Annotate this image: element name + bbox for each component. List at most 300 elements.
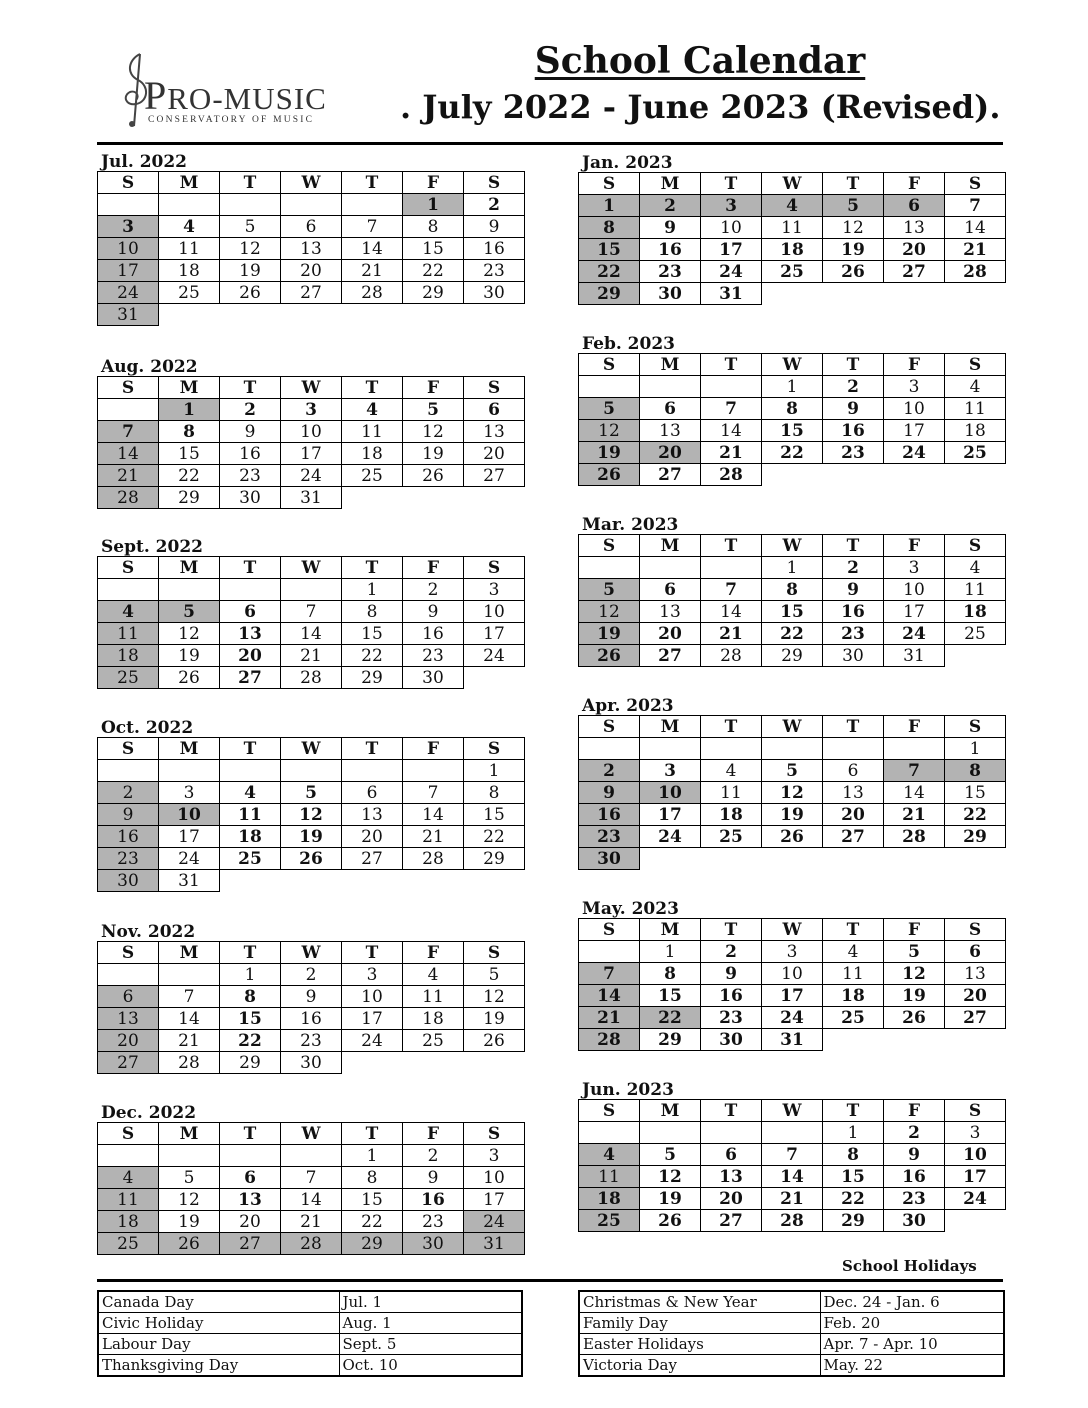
holiday-date: Feb. 20 xyxy=(820,1313,1004,1334)
weekday-header: W xyxy=(281,738,342,760)
trailing-space xyxy=(884,1029,945,1051)
month-calendar xyxy=(97,358,521,509)
week-row xyxy=(579,1166,1006,1188)
trailing-space xyxy=(945,848,1006,870)
day-cell: 7 xyxy=(701,398,762,420)
month-calendar xyxy=(97,719,521,892)
day-cell: 31 xyxy=(884,645,945,667)
day-cell: 6 xyxy=(281,216,342,238)
day-cell: 22 xyxy=(762,442,823,464)
month-title: Apr. 2023 xyxy=(582,696,674,716)
empty-day-cell xyxy=(762,738,823,760)
week-row xyxy=(579,848,1006,870)
day-cell: 13 xyxy=(884,217,945,239)
day-cell: 19 xyxy=(823,239,884,261)
day-cell: 15 xyxy=(403,238,464,260)
trailing-space xyxy=(342,487,403,509)
day-cell: 15 xyxy=(579,239,640,261)
day-cell: 27 xyxy=(701,1210,762,1232)
day-cell: 5 xyxy=(403,399,464,421)
day-cell: 21 xyxy=(579,1007,640,1029)
day-cell: 23 xyxy=(701,1007,762,1029)
holiday-row xyxy=(98,1313,522,1334)
week-row xyxy=(579,261,1006,283)
day-cell: 25 xyxy=(220,848,281,870)
weekday-header: S xyxy=(98,738,159,760)
day-cell: 16 xyxy=(884,1166,945,1188)
day-cell: 13 xyxy=(464,421,525,443)
month-calendar xyxy=(578,697,1002,870)
day-cell: 28 xyxy=(342,282,403,304)
day-cell: 14 xyxy=(281,1189,342,1211)
empty-day-cell xyxy=(159,1145,220,1167)
day-cell: 6 xyxy=(342,782,403,804)
holiday-name: Canada Day xyxy=(98,1291,339,1313)
day-cell: 19 xyxy=(579,442,640,464)
weekday-header-row xyxy=(579,354,1006,376)
month-grid xyxy=(97,737,525,892)
weekday-header: S xyxy=(579,919,640,941)
day-cell: 20 xyxy=(281,260,342,282)
day-cell: 4 xyxy=(403,964,464,986)
week-row xyxy=(98,579,525,601)
day-cell: 20 xyxy=(98,1030,159,1052)
week-row xyxy=(98,238,525,260)
day-cell: 11 xyxy=(823,963,884,985)
day-cell: 12 xyxy=(464,986,525,1008)
day-cell: 30 xyxy=(281,1052,342,1074)
day-cell: 10 xyxy=(884,398,945,420)
trailing-space xyxy=(762,283,823,305)
day-cell: 10 xyxy=(159,804,220,826)
day-cell: 7 xyxy=(342,216,403,238)
day-cell: 26 xyxy=(884,1007,945,1029)
day-cell: 11 xyxy=(945,579,1006,601)
month-title: Jul. 2022 xyxy=(101,152,188,172)
day-cell: 28 xyxy=(281,1233,342,1255)
weekday-header: F xyxy=(884,173,945,195)
day-cell: 30 xyxy=(403,1233,464,1255)
day-cell: 8 xyxy=(640,963,701,985)
day-cell: 1 xyxy=(579,195,640,217)
day-cell: 18 xyxy=(762,239,823,261)
day-cell: 5 xyxy=(220,216,281,238)
week-row xyxy=(579,645,1006,667)
day-cell: 29 xyxy=(220,1052,281,1074)
week-row xyxy=(98,282,525,304)
day-cell: 5 xyxy=(884,941,945,963)
day-cell: 13 xyxy=(945,963,1006,985)
day-cell: 18 xyxy=(823,985,884,1007)
month-calendar xyxy=(97,1104,521,1255)
day-cell: 23 xyxy=(403,645,464,667)
month-grid xyxy=(578,534,1006,667)
day-cell: 10 xyxy=(945,1144,1006,1166)
day-cell: 18 xyxy=(579,1188,640,1210)
day-cell: 30 xyxy=(701,1029,762,1051)
day-cell: 29 xyxy=(762,645,823,667)
day-cell: 21 xyxy=(159,1030,220,1052)
empty-day-cell xyxy=(281,194,342,216)
day-cell: 11 xyxy=(403,986,464,1008)
weekday-header: T xyxy=(342,1123,403,1145)
weekday-header: S xyxy=(945,535,1006,557)
day-cell: 13 xyxy=(220,623,281,645)
weekday-header: F xyxy=(403,1123,464,1145)
week-row xyxy=(98,421,525,443)
logo xyxy=(118,50,358,130)
page-title: School Calendar xyxy=(534,40,866,82)
day-cell: 10 xyxy=(701,217,762,239)
day-cell: 16 xyxy=(823,601,884,623)
month-title: Jan. 2023 xyxy=(582,153,673,173)
day-cell: 7 xyxy=(98,421,159,443)
week-row xyxy=(579,464,1006,486)
day-cell: 23 xyxy=(579,826,640,848)
day-cell: 24 xyxy=(159,848,220,870)
week-row xyxy=(98,848,525,870)
empty-day-cell xyxy=(220,194,281,216)
empty-day-cell xyxy=(281,1145,342,1167)
empty-day-cell xyxy=(640,738,701,760)
day-cell: 20 xyxy=(464,443,525,465)
weekday-header: W xyxy=(762,173,823,195)
day-cell: 12 xyxy=(823,217,884,239)
day-cell: 21 xyxy=(762,1188,823,1210)
day-cell: 23 xyxy=(884,1188,945,1210)
day-cell: 3 xyxy=(945,1122,1006,1144)
weekday-header-row xyxy=(579,1100,1006,1122)
day-cell: 6 xyxy=(98,986,159,1008)
day-cell: 22 xyxy=(342,645,403,667)
day-cell: 9 xyxy=(220,421,281,443)
day-cell: 28 xyxy=(579,1029,640,1051)
day-cell: 19 xyxy=(579,623,640,645)
day-cell: 15 xyxy=(464,804,525,826)
day-cell: 12 xyxy=(220,238,281,260)
day-cell: 6 xyxy=(220,1167,281,1189)
day-cell: 17 xyxy=(884,601,945,623)
day-cell: 29 xyxy=(159,487,220,509)
day-cell: 16 xyxy=(403,1189,464,1211)
day-cell: 20 xyxy=(884,239,945,261)
day-cell: 3 xyxy=(884,557,945,579)
month-title: Mar. 2023 xyxy=(582,515,679,535)
day-cell: 2 xyxy=(701,941,762,963)
weekday-header: S xyxy=(464,377,525,399)
trailing-space xyxy=(823,283,884,305)
day-cell: 18 xyxy=(159,260,220,282)
day-cell: 1 xyxy=(762,376,823,398)
day-cell: 30 xyxy=(403,667,464,689)
day-cell: 1 xyxy=(159,399,220,421)
day-cell: 28 xyxy=(701,645,762,667)
day-cell: 26 xyxy=(579,645,640,667)
day-cell: 2 xyxy=(884,1122,945,1144)
week-row xyxy=(579,376,1006,398)
weekday-header: M xyxy=(640,173,701,195)
day-cell: 26 xyxy=(403,465,464,487)
logo-name: PRO-MUSIC xyxy=(144,73,327,118)
week-row xyxy=(579,1144,1006,1166)
week-row xyxy=(579,1122,1006,1144)
day-cell: 10 xyxy=(281,421,342,443)
week-row xyxy=(98,667,525,689)
trailing-space xyxy=(884,283,945,305)
day-cell: 24 xyxy=(640,826,701,848)
day-cell: 12 xyxy=(579,601,640,623)
day-cell: 11 xyxy=(945,398,1006,420)
day-cell: 22 xyxy=(579,261,640,283)
day-cell: 24 xyxy=(884,623,945,645)
day-cell: 28 xyxy=(403,848,464,870)
week-row xyxy=(98,804,525,826)
weekday-header: T xyxy=(823,173,884,195)
empty-day-cell xyxy=(159,964,220,986)
weekday-header: T xyxy=(823,354,884,376)
holiday-name: Christmas & New Year xyxy=(579,1291,820,1313)
day-cell: 21 xyxy=(98,465,159,487)
day-cell: 28 xyxy=(281,667,342,689)
day-cell: 16 xyxy=(640,239,701,261)
week-row xyxy=(579,442,1006,464)
trailing-space xyxy=(342,1052,403,1074)
day-cell: 21 xyxy=(403,826,464,848)
week-row xyxy=(98,964,525,986)
day-cell: 9 xyxy=(884,1144,945,1166)
day-cell: 30 xyxy=(220,487,281,509)
day-cell: 12 xyxy=(403,421,464,443)
month-title: Nov. 2022 xyxy=(101,922,196,942)
day-cell: 5 xyxy=(464,964,525,986)
day-cell: 26 xyxy=(579,464,640,486)
empty-day-cell xyxy=(342,194,403,216)
day-cell: 16 xyxy=(281,1008,342,1030)
week-row xyxy=(98,623,525,645)
holiday-date: Sept. 5 xyxy=(339,1334,522,1355)
weekday-header: M xyxy=(640,919,701,941)
day-cell: 15 xyxy=(762,420,823,442)
day-cell: 6 xyxy=(464,399,525,421)
day-cell: 14 xyxy=(403,804,464,826)
day-cell: 5 xyxy=(281,782,342,804)
holiday-row xyxy=(98,1334,522,1355)
weekday-header: S xyxy=(464,942,525,964)
trailing-space xyxy=(464,870,525,892)
trailing-space xyxy=(342,870,403,892)
day-cell: 16 xyxy=(220,443,281,465)
day-cell: 2 xyxy=(464,194,525,216)
week-row xyxy=(98,216,525,238)
day-cell: 10 xyxy=(464,601,525,623)
month-grid xyxy=(578,715,1006,870)
trailing-space xyxy=(220,870,281,892)
day-cell: 21 xyxy=(701,442,762,464)
week-row xyxy=(579,826,1006,848)
day-cell: 8 xyxy=(762,398,823,420)
holiday-date: Jul. 1 xyxy=(339,1291,522,1313)
weekday-header: M xyxy=(159,377,220,399)
weekday-header: T xyxy=(701,354,762,376)
holiday-name: Labour Day xyxy=(98,1334,339,1355)
day-cell: 3 xyxy=(342,964,403,986)
day-cell: 12 xyxy=(884,963,945,985)
month-calendar xyxy=(97,923,521,1074)
day-cell: 20 xyxy=(701,1188,762,1210)
day-cell: 8 xyxy=(762,579,823,601)
day-cell: 27 xyxy=(823,826,884,848)
week-row xyxy=(98,1052,525,1074)
month-grid xyxy=(578,353,1006,486)
day-cell: 12 xyxy=(579,420,640,442)
holiday-date: Dec. 24 - Jan. 6 xyxy=(820,1291,1004,1313)
day-cell: 21 xyxy=(281,1211,342,1233)
day-cell: 18 xyxy=(342,443,403,465)
weekday-header: S xyxy=(464,172,525,194)
day-cell: 12 xyxy=(640,1166,701,1188)
weekday-header: W xyxy=(281,557,342,579)
day-cell: 18 xyxy=(98,1211,159,1233)
day-cell: 31 xyxy=(762,1029,823,1051)
empty-day-cell xyxy=(579,738,640,760)
weekday-header: W xyxy=(762,354,823,376)
day-cell: 7 xyxy=(281,1167,342,1189)
empty-day-cell xyxy=(701,376,762,398)
day-cell: 10 xyxy=(342,986,403,1008)
day-cell: 19 xyxy=(884,985,945,1007)
week-row xyxy=(98,601,525,623)
empty-day-cell xyxy=(579,557,640,579)
day-cell: 7 xyxy=(159,986,220,1008)
day-cell: 14 xyxy=(762,1166,823,1188)
trailing-space xyxy=(762,464,823,486)
day-cell: 1 xyxy=(342,1145,403,1167)
day-cell: 4 xyxy=(220,782,281,804)
day-cell: 7 xyxy=(884,760,945,782)
weekday-header: S xyxy=(464,557,525,579)
day-cell: 8 xyxy=(945,760,1006,782)
day-cell: 2 xyxy=(823,376,884,398)
day-cell: 5 xyxy=(640,1144,701,1166)
day-cell: 24 xyxy=(98,282,159,304)
empty-day-cell xyxy=(342,760,403,782)
holiday-date: Oct. 10 xyxy=(339,1355,522,1377)
day-cell: 15 xyxy=(640,985,701,1007)
weekday-header: T xyxy=(342,172,403,194)
day-cell: 24 xyxy=(945,1188,1006,1210)
day-cell: 25 xyxy=(403,1030,464,1052)
trailing-space xyxy=(823,464,884,486)
day-cell: 10 xyxy=(884,579,945,601)
weekday-header: S xyxy=(945,919,1006,941)
month-title: Oct. 2022 xyxy=(101,718,194,738)
day-cell: 20 xyxy=(640,442,701,464)
day-cell: 9 xyxy=(403,1167,464,1189)
weekday-header: T xyxy=(823,716,884,738)
week-row xyxy=(579,1188,1006,1210)
month-grid xyxy=(578,1099,1006,1232)
day-cell: 9 xyxy=(640,217,701,239)
day-cell: 4 xyxy=(342,399,403,421)
day-cell: 10 xyxy=(640,782,701,804)
day-cell: 30 xyxy=(640,283,701,305)
week-row xyxy=(579,283,1006,305)
weekday-header: S xyxy=(945,173,1006,195)
day-cell: 7 xyxy=(762,1144,823,1166)
weekday-header: F xyxy=(403,738,464,760)
month-grid xyxy=(97,1122,525,1255)
day-cell: 3 xyxy=(762,941,823,963)
weekday-header: M xyxy=(640,354,701,376)
day-cell: 8 xyxy=(403,216,464,238)
weekday-header: F xyxy=(884,535,945,557)
day-cell: 19 xyxy=(159,645,220,667)
day-cell: 26 xyxy=(464,1030,525,1052)
day-cell: 18 xyxy=(220,826,281,848)
day-cell: 27 xyxy=(220,1233,281,1255)
day-cell: 29 xyxy=(579,283,640,305)
month-calendar xyxy=(97,538,521,689)
weekday-header: F xyxy=(884,1100,945,1122)
weekday-header: T xyxy=(220,377,281,399)
weekday-header: M xyxy=(640,1100,701,1122)
day-cell: 2 xyxy=(823,557,884,579)
month-calendar xyxy=(578,900,1002,1051)
empty-day-cell xyxy=(762,1122,823,1144)
weekday-header: T xyxy=(701,535,762,557)
day-cell: 4 xyxy=(159,216,220,238)
weekday-header: W xyxy=(281,172,342,194)
day-cell: 24 xyxy=(762,1007,823,1029)
week-row xyxy=(98,1008,525,1030)
week-row xyxy=(579,1007,1006,1029)
weekday-header-row xyxy=(579,173,1006,195)
day-cell: 9 xyxy=(464,216,525,238)
day-cell: 21 xyxy=(281,645,342,667)
weekday-header: F xyxy=(403,172,464,194)
day-cell: 24 xyxy=(342,1030,403,1052)
day-cell: 22 xyxy=(640,1007,701,1029)
day-cell: 3 xyxy=(884,376,945,398)
month-grid xyxy=(97,941,525,1074)
weekday-header: S xyxy=(98,172,159,194)
day-cell: 19 xyxy=(762,804,823,826)
week-row xyxy=(98,194,525,216)
day-cell: 15 xyxy=(220,1008,281,1030)
day-cell: 6 xyxy=(823,760,884,782)
day-cell: 22 xyxy=(945,804,1006,826)
day-cell: 25 xyxy=(823,1007,884,1029)
month-grid xyxy=(578,918,1006,1051)
empty-day-cell xyxy=(579,376,640,398)
trailing-space xyxy=(403,304,464,326)
weekday-header: F xyxy=(884,919,945,941)
day-cell: 20 xyxy=(640,623,701,645)
day-cell: 28 xyxy=(945,261,1006,283)
day-cell: 29 xyxy=(823,1210,884,1232)
day-cell: 3 xyxy=(464,579,525,601)
day-cell: 24 xyxy=(701,261,762,283)
day-cell: 2 xyxy=(403,579,464,601)
trailing-space xyxy=(640,848,701,870)
day-cell: 24 xyxy=(884,442,945,464)
empty-day-cell xyxy=(98,1145,159,1167)
weekday-header-row xyxy=(98,377,525,399)
week-row xyxy=(579,738,1006,760)
day-cell: 29 xyxy=(640,1029,701,1051)
holiday-date: Aug. 1 xyxy=(339,1313,522,1334)
day-cell: 4 xyxy=(98,1167,159,1189)
